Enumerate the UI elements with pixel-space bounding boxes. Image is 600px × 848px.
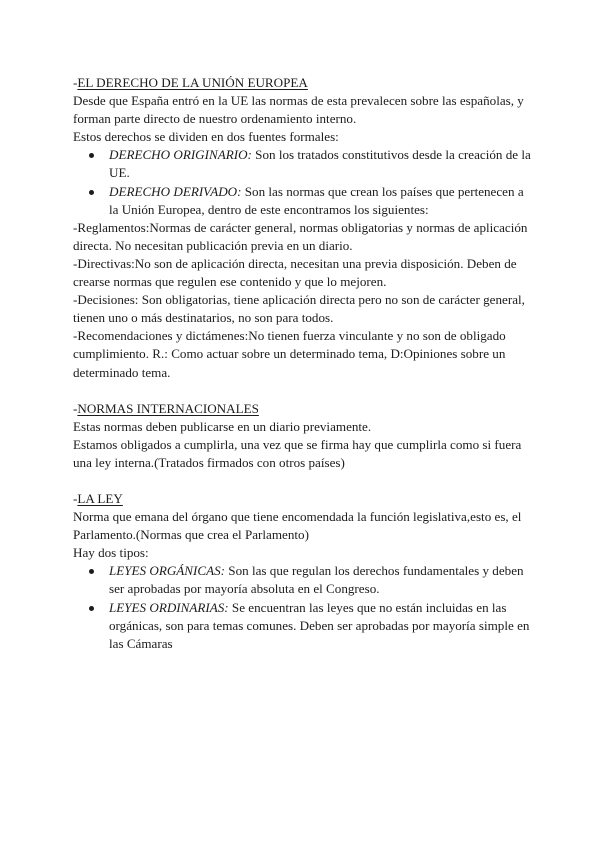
paragraph-internacionales-1: Estas normas deben publicarse en un diario previamente.: [73, 418, 372, 434]
paragraph-decisiones: -Decisiones: Son obligatorias, tiene aplicación directa pero no son de carácter general, tienen uno o más destinatarios, no son para todos.: [73, 292, 525, 326]
paragraph-ley-intro: Norma que emana del órgano que tiene encomendada la función legislativa,esto es, el Parlamento.(Normas que crea el Parlamento): [73, 509, 522, 543]
list-item: [109, 599, 533, 653]
bullet-list-sources: [73, 146, 533, 218]
bullet-term: LEYES ORDINARIAS:: [109, 599, 229, 615]
list-item: [109, 146, 533, 182]
list-item: [109, 562, 533, 598]
bullet-icon: [89, 606, 94, 611]
section-heading-internacionales: [73, 400, 533, 418]
bullet-icon: [89, 190, 94, 195]
heading-title: LA LEY: [77, 490, 123, 506]
paragraph-recomendaciones: -Recomendaciones y dictámenes:No tienen fuerza vinculante y no son de obligado cumplimiento. R.: Como actuar sobre un determinado tema, D:Opiniones sobre un determinado tema.: [73, 328, 506, 380]
bullet-list-ley-types: [73, 562, 533, 652]
bullet-term: LEYES ORGÁNICAS:: [109, 563, 226, 579]
bullet-text: Son los tratados constitutivos desde la creación de la UE.: [109, 147, 531, 181]
bullet-term: DERECHO ORIGINARIO:: [109, 147, 252, 163]
bullet-icon: [89, 569, 94, 574]
bullet-text: Se encuentran las leyes que no están incluidas en las orgánicas, son para temas comunes. Deben ser aprobadas por mayoría simple en las Cámaras: [109, 599, 530, 651]
paragraph-types-intro: Hay dos tipos:: [73, 545, 149, 561]
bullet-text: Son las normas que crean los países que pertenecen a la Unión Europea, dentro de este encontramos los siguientes:: [109, 183, 524, 217]
spacer: [73, 382, 533, 400]
paragraph-internacionales-2: Estamos obligados a cumplirla, una vez que se firma hay que cumplirla como si fuera una ley interna.(Tratados firmados con otros países): [73, 436, 522, 470]
bullet-icon: [89, 153, 94, 158]
spacer: [73, 472, 533, 490]
paragraph-directivas: -Directivas:No son de aplicación directa, necesitan una previa disposición. Deben de crearse normas que regulen ese contenido y que lo mejoren.: [73, 255, 517, 290]
bullet-text: Son las que regulan los derechos fundamentales y deben ser aprobadas por mayoría absoluta en el Congreso.: [109, 563, 524, 597]
paragraph-ue-intro: Desde que España entró en la UE las normas de esta prevalecen sobre las españolas, y forman parte directo de nuestro ordenamiento interno.: [73, 93, 524, 127]
paragraph-sources-intro: Estos derechos se dividen en dos fuentes formales:: [73, 129, 339, 145]
heading-title: EL DERECHO DE LA UNIÓN EUROPEA: [77, 75, 308, 90]
heading-dash: -: [73, 75, 78, 90]
document-page: [73, 74, 533, 653]
heading-dash: -: [73, 400, 78, 416]
section-heading-ley: [73, 490, 533, 508]
list-item: [109, 183, 533, 219]
heading-title: NORMAS INTERNACIONALES: [77, 400, 259, 416]
bullet-term: DERECHO DERIVADO:: [109, 183, 242, 199]
paragraph-reglamentos: -Reglamentos:Normas de carácter general, normas obligatorias y normas de aplicación directa. No necesitan publicación previa en un diario.: [73, 219, 528, 253]
heading-dash: -: [73, 490, 78, 506]
section-heading-ue: [73, 74, 533, 92]
